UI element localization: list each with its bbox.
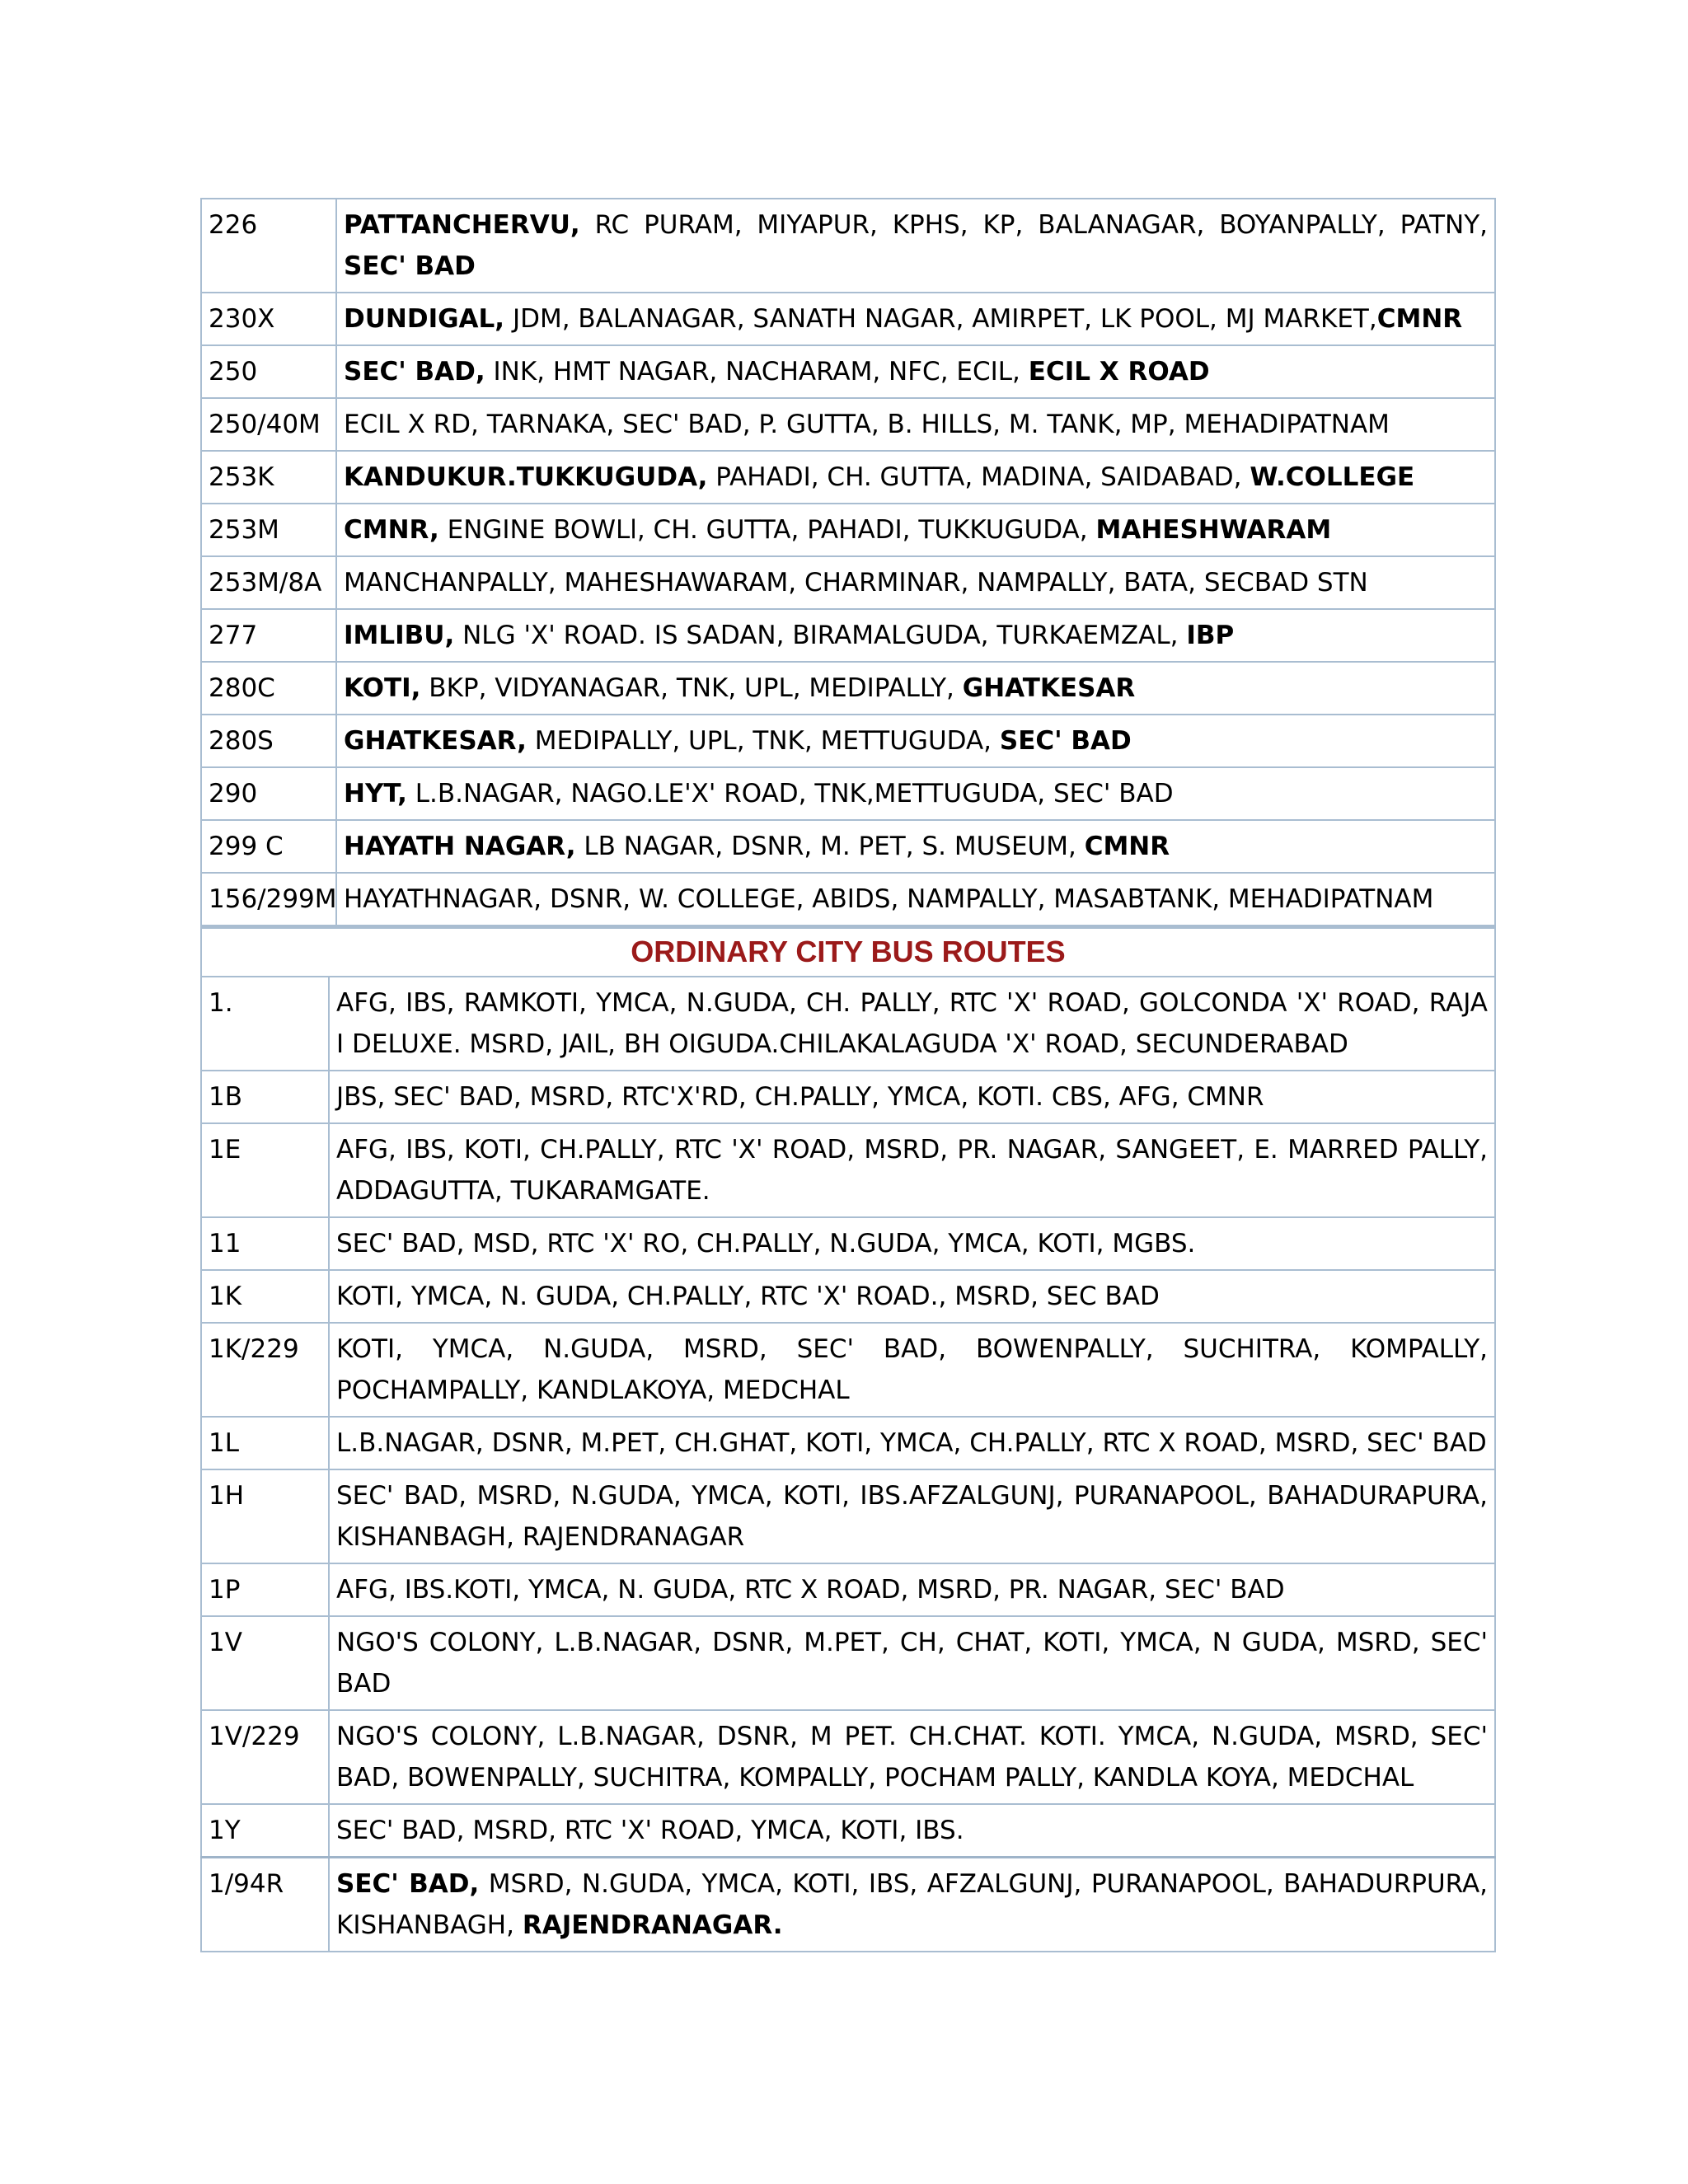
route-number: 1E [201, 1123, 329, 1217]
stop-list: MANCHANPALLY, MAHESHAWARAM, CHARMINAR, NAMPALLY, BATA, SECBAD STN [344, 568, 1368, 598]
stop-list: AFG, IBS.KOTI, YMCA, N. GUDA, RTC X ROAD, MSRD, PR. NAGAR, SEC' BAD [336, 1575, 1285, 1605]
stop-list: AFG, IBS, RAMKOTI, YMCA, N.GUDA, CH. PALLY, RTC 'X' ROAD, GOLCONDA 'X' ROAD, RAJA I DELUXE. MSRD, JAIL, BH OIGUDA.CHILAKALAGUDA 'X' ROAD, SECUNDERABAD [336, 988, 1488, 1059]
route-row [201, 1616, 1495, 1710]
terminal-stop: W.COLLEGE [1250, 462, 1415, 492]
route-stops [329, 1123, 1495, 1217]
route-row [201, 199, 1495, 293]
route-row [201, 293, 1495, 345]
stop-list: L.B.NAGAR, NAGO.LE'X' ROAD, TNK,METTUGUDA, SEC' BAD [406, 779, 1174, 808]
section-header-cell [201, 928, 1495, 977]
route-number: 1/94R [201, 1858, 329, 1952]
route-row [201, 1710, 1495, 1804]
stop-list: ECIL X RD, TARNAKA, SEC' BAD, P. GUTTA, B. HILLS, M. TANK, MP, MEHADIPATNAM [344, 410, 1390, 439]
route-number: 1. [201, 977, 329, 1071]
stop-list: MEDIPALLY, UPL, TNK, METTUGUDA, [526, 726, 1000, 756]
route-number: 299 C [201, 820, 336, 873]
route-stops [329, 1323, 1495, 1417]
route-stops [336, 345, 1495, 398]
route-stops [329, 1217, 1495, 1270]
route-number: 1Y [201, 1804, 329, 1858]
route-number: 1P [201, 1563, 329, 1616]
route-stops [336, 504, 1495, 556]
route-number: 250/40M [201, 398, 336, 451]
route-number: 253M [201, 504, 336, 556]
route-stops [336, 767, 1495, 820]
stop-list: NGO'S COLONY, L.B.NAGAR, DSNR, M.PET, CH, CHAT, KOTI, YMCA, N GUDA, MSRD, SEC' BAD [336, 1628, 1488, 1699]
stop-list: SEC' BAD, MSRD, N.GUDA, YMCA, KOTI, IBS.AFZALGUNJ, PURANAPOOL, BAHADURAPURA, KISHANBAGH, RAJENDRANAGAR [336, 1481, 1488, 1552]
terminal-stop: GHATKESAR, [344, 726, 527, 756]
route-number: 250 [201, 345, 336, 398]
route-stops [329, 1804, 1495, 1858]
route-stops [329, 977, 1495, 1071]
route-number: 277 [201, 609, 336, 662]
route-number: 253K [201, 451, 336, 504]
route-number: 1V [201, 1616, 329, 1710]
route-stops [329, 1710, 1495, 1804]
route-row [201, 767, 1495, 820]
terminal-stop: PATTANCHERVU, [344, 210, 580, 240]
terminal-stop: SEC' BAD, [336, 1869, 480, 1899]
stop-list: SEC' BAD, MSRD, RTC 'X' ROAD, YMCA, KOTI, IBS. [336, 1816, 964, 1845]
route-stops [329, 1469, 1495, 1563]
terminal-stop: SEC' BAD, [344, 357, 485, 387]
stop-list: L.B.NAGAR, DSNR, M.PET, CH.GHAT, KOTI, YMCA, CH.PALLY, RTC X ROAD, MSRD, SEC' BAD [336, 1428, 1487, 1458]
route-number: 1K/229 [201, 1323, 329, 1417]
terminal-stop: IBP [1186, 621, 1235, 650]
stop-list: RC PURAM, MIYAPUR, KPHS, KP, BALANAGAR, BOYANPALLY, PATNY, [579, 210, 1488, 240]
stop-list: BKP, VIDYANAGAR, TNK, UPL, MEDIPALLY, [420, 673, 963, 703]
route-row [201, 1858, 1495, 1952]
stop-list: KOTI, YMCA, N. GUDA, CH.PALLY, RTC 'X' ROAD., MSRD, SEC BAD [336, 1282, 1160, 1311]
terminal-stop: SEC' BAD [999, 726, 1132, 756]
stop-list: AFG, IBS, KOTI, CH.PALLY, RTC 'X' ROAD, MSRD, PR. NAGAR, SANGEET, E. MARRED PALLY, ADDAGUTTA, TUKARAMGATE. [336, 1135, 1488, 1206]
route-number: 1K [201, 1270, 329, 1323]
route-row [201, 1323, 1495, 1417]
route-stops [336, 715, 1495, 767]
route-stops [336, 556, 1495, 609]
route-stops [329, 1417, 1495, 1469]
route-row [201, 1469, 1495, 1563]
route-number: 1B [201, 1071, 329, 1123]
route-stops [329, 1071, 1495, 1123]
stop-list: NGO'S COLONY, L.B.NAGAR, DSNR, M PET. CH.CHAT. KOTI. YMCA, N.GUDA, MSRD, SEC' BAD, BOWENPALLY, SUCHITRA, KOMPALLY, POCHAM PALLY, KANDLA KOYA, MEDCHAL [336, 1722, 1488, 1793]
stop-list: LB NAGAR, DSNR, M. PET, S. MUSEUM, [575, 832, 1085, 861]
terminal-stop: CMNR, [344, 515, 439, 545]
route-row [201, 1071, 1495, 1123]
route-row [201, 1563, 1495, 1616]
section-title: ORDINARY CITY BUS ROUTES [631, 935, 1066, 968]
route-number: 1H [201, 1469, 329, 1563]
route-stops [329, 1270, 1495, 1323]
route-row [201, 609, 1495, 662]
stop-list: JBS, SEC' BAD, MSRD, RTC'X'RD, CH.PALLY, YMCA, KOTI. CBS, AFG, CMNR [336, 1082, 1264, 1112]
terminal-stop: KOTI, [344, 673, 421, 703]
route-stops [336, 662, 1495, 715]
terminal-stop: CMNR [1376, 304, 1463, 334]
route-number: 280C [201, 662, 336, 715]
terminal-stop: IMLIBU, [344, 621, 455, 650]
section-header-row [201, 928, 1495, 977]
terminal-stop: MAHESHWARAM [1095, 515, 1332, 545]
route-row [201, 1417, 1495, 1469]
route-row [201, 873, 1495, 926]
route-stops [336, 609, 1495, 662]
route-stops [336, 199, 1495, 293]
route-number: 1V/229 [201, 1710, 329, 1804]
terminal-stop: CMNR [1084, 832, 1170, 861]
route-stops [329, 1616, 1495, 1710]
stop-list: INK, HMT NAGAR, NACHARAM, NFC, ECIL, [485, 357, 1029, 387]
route-number: 226 [201, 199, 336, 293]
terminal-stop: SEC' BAD [344, 251, 476, 281]
stop-list: PAHADI, CH. GUTTA, MADINA, SAIDABAD, [707, 462, 1250, 492]
express-routes-table [200, 198, 1496, 926]
stop-list: NLG 'X' ROAD. IS SADAN, BIRAMALGUDA, TURKAEMZAL, [454, 621, 1187, 650]
route-number: 253M/8A [201, 556, 336, 609]
route-stops [336, 820, 1495, 873]
stop-list: MSRD, N.GUDA, YMCA, KOTI, IBS, AFZALGUNJ, PURANAPOOL, BAHADURPURA, KISHANBAGH, [336, 1869, 1488, 1940]
route-number: 280S [201, 715, 336, 767]
route-stops [329, 1563, 1495, 1616]
terminal-stop: ECIL X ROAD [1028, 357, 1210, 387]
terminal-stop: HAYATH NAGAR, [344, 832, 576, 861]
terminal-stop: DUNDIGAL, [344, 304, 505, 334]
route-row [201, 662, 1495, 715]
route-number: 11 [201, 1217, 329, 1270]
route-row [201, 977, 1495, 1071]
ordinary-routes-table [200, 926, 1496, 1952]
stop-list: ENGINE BOWLl, CH. GUTTA, PAHADI, TUKKUGUDA, [438, 515, 1096, 545]
route-row [201, 345, 1495, 398]
route-row [201, 504, 1495, 556]
route-row [201, 1217, 1495, 1270]
terminal-stop: RAJENDRANAGAR. [522, 1910, 783, 1940]
route-row [201, 398, 1495, 451]
stop-list: KOTI, YMCA, N.GUDA, MSRD, SEC' BAD, BOWENPALLY, SUCHITRA, KOMPALLY, POCHAMPALLY, KANDLAKOYA, MEDCHAL [336, 1334, 1488, 1405]
route-stops [329, 1858, 1495, 1952]
route-document [200, 198, 1496, 1952]
terminal-stop: KANDUKUR.TUKKUGUDA, [344, 462, 708, 492]
route-stops [336, 451, 1495, 504]
route-row [201, 1804, 1495, 1858]
terminal-stop: HYT, [344, 779, 407, 808]
stop-list: JDM, BALANAGAR, SANATH NAGAR, AMIRPET, LK POOL, MJ MARKET, [504, 304, 1377, 334]
route-number: 230X [201, 293, 336, 345]
stop-list: HAYATHNAGAR, DSNR, W. COLLEGE, ABIDS, NAMPALLY, MASABTANK, MEHADIPATNAM [344, 884, 1434, 914]
terminal-stop: GHATKESAR [962, 673, 1136, 703]
route-row [201, 820, 1495, 873]
route-number: 290 [201, 767, 336, 820]
route-number: 1L [201, 1417, 329, 1469]
route-row [201, 715, 1495, 767]
route-row [201, 1123, 1495, 1217]
route-row [201, 451, 1495, 504]
route-stops [336, 293, 1495, 345]
stop-list: SEC' BAD, MSD, RTC 'X' RO, CH.PALLY, N.GUDA, YMCA, KOTI, MGBS. [336, 1229, 1196, 1258]
route-number: 156/299M [201, 873, 336, 926]
route-stops [336, 398, 1495, 451]
route-row [201, 556, 1495, 609]
route-stops [336, 873, 1495, 926]
route-row [201, 1270, 1495, 1323]
